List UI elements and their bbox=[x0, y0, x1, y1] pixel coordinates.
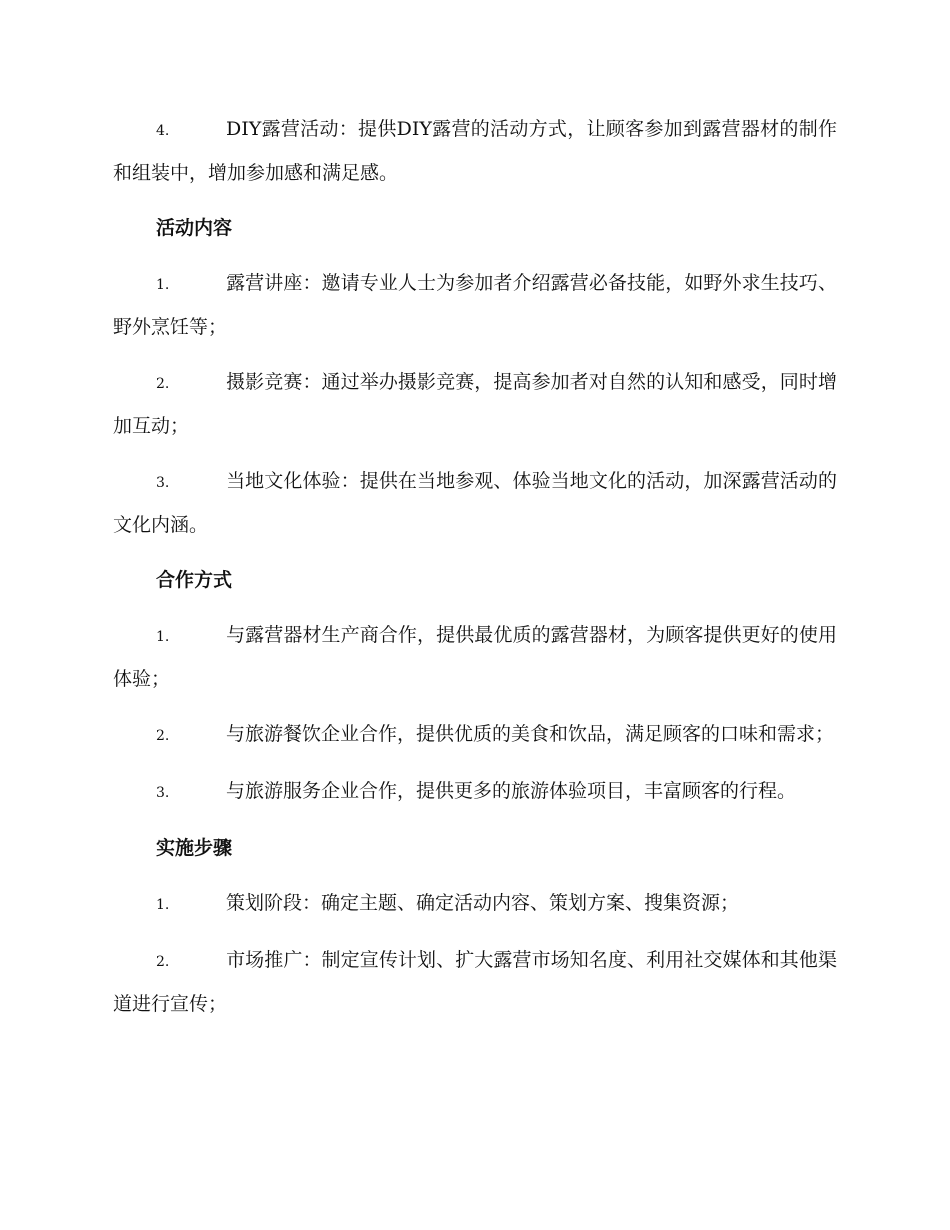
list-item bbox=[113, 713, 837, 757]
list-text: 摄影竞赛：通过举办摄影竞赛，提高参加者对自然的认知和感受，同时增加互动； bbox=[113, 371, 837, 437]
list-number: 1. bbox=[156, 897, 170, 913]
list-number: 1. bbox=[156, 277, 170, 293]
list-text: 当地文化体验：提供在当地参观、体验当地文化的活动，加深露营活动的文化内涵。 bbox=[113, 470, 837, 536]
list-item bbox=[113, 939, 837, 1025]
section-heading-activities: 活动内容 bbox=[156, 217, 233, 239]
list-text: 与旅游餐饮企业合作，提供优质的美食和饮品，满足顾客的口味和需求； bbox=[226, 723, 835, 745]
list-text: 策划阶段：确定主题、确定活动内容、策划方案、搜集资源； bbox=[226, 892, 740, 914]
list-number: 2. bbox=[156, 954, 170, 970]
list-item bbox=[113, 361, 837, 447]
list-number: 3. bbox=[156, 785, 170, 801]
list-item bbox=[113, 614, 837, 700]
list-text: 与露营器材生产商合作，提供最优质的露营器材，为顾客提供更好的使用体验； bbox=[113, 624, 837, 690]
list-number: 3. bbox=[156, 475, 170, 491]
list-item bbox=[113, 108, 837, 194]
list-item bbox=[113, 262, 837, 348]
list-number: 2. bbox=[156, 728, 170, 744]
list-number: 4. bbox=[156, 123, 170, 139]
list-item bbox=[113, 882, 837, 926]
list-item bbox=[113, 460, 837, 546]
section-heading-cooperation: 合作方式 bbox=[156, 569, 233, 591]
section-heading-implementation: 实施步骤 bbox=[156, 837, 233, 859]
list-text: 市场推广：制定宣传计划、扩大露营市场知名度、利用社交媒体和其他渠道进行宣传； bbox=[113, 949, 837, 1015]
list-number: 2. bbox=[156, 376, 170, 392]
list-text: 与旅游服务企业合作，提供更多的旅游体验项目，丰富顾客的行程。 bbox=[226, 780, 797, 802]
list-text: DIY露营活动：提供DIY露营的活动方式，让顾客参加到露营器材的制作和组装中，增加参加感和满足感。 bbox=[113, 118, 837, 184]
list-text: 露营讲座：邀请专业人士为参加者介绍露营必备技能，如野外求生技巧、野外烹饪等； bbox=[113, 272, 837, 338]
document-body bbox=[113, 108, 837, 1038]
list-number: 1. bbox=[156, 629, 170, 645]
list-item bbox=[113, 770, 837, 814]
